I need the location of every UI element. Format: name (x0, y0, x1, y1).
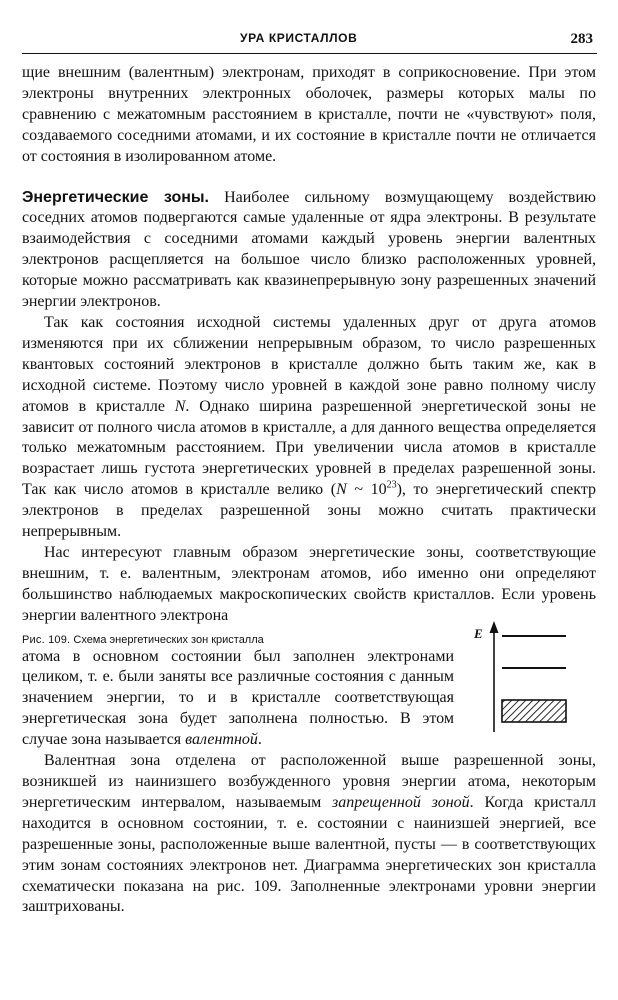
figure-109 (468, 616, 596, 734)
paragraph-1-text: щие внешним (валентным) электронам, приходят в соприкосновение. При этом электроны внутренних электронных оболочек, размеры которых малы по сравнению с межатомным расстоянием в кристалле, почти не «чувствуют» поля, создаваемого соседними атомами, и их состояние в кристалле почти не отличается от состояния в изолированном атоме. (22, 64, 596, 165)
energy-axis-label: E (474, 625, 483, 641)
paragraph-4-part1-a: Нас интересуют главным образом энергетические зоны, соответствующие внешним, т. е. валентным, электронам атомов, ибо именно они определяют большинство наблюдаемых макроскопических свойств кристаллов. Если уровень энергии валентного электрона (22, 543, 596, 624)
figure-caption-label: Рис. 109. (22, 633, 71, 646)
term-forbidden-band: запрещенной зоной (332, 793, 470, 811)
term-valence: валентной (185, 731, 258, 749)
symbol-n: N (174, 397, 186, 415)
paragraph-3 (22, 313, 596, 543)
running-head: УРА КРИСТАЛЛОВ (240, 31, 358, 45)
paragraph-2-text: Наиболее сильному возмущающему воздействию соседних атомов подвергаются самые удаленные от ядра электроны. В результате взаимодействия с соседними атомами каждый уровень энергии валентных электронов расщепляется на большое число близко расположенных уровней, которые можно рассматривать как квазинепрерывную зону разрешенных значений энергии электронов. (22, 188, 596, 311)
body-text (22, 63, 596, 918)
paragraph-5-part2: . Когда кристалл находится в основном состоянии, т. е. состоянии с наинизшей энергией, все разрешенные зоны, расположенные выше валентной, пусты — в соответствующих этим зонам состояниях электронов нет. Диаграмма энергетических зон кристалла схематически показана на рис. 109. Заполненные электронами уровни энергии заштрихованы. (22, 793, 596, 916)
paragraph-3-part2: . Однако ширина разрешенной энергетической зоны не зависит от полного числа атомов в кристалле, а для данного вещества определяется только межатомным расстоянием. При увеличении числа атомов в кристалле возрастает лишь густота энергетических уровней в пределах разрешенной зоны. Так как число атомов в кристалле велико ( (22, 397, 596, 499)
valence-band-filled (502, 700, 566, 722)
paragraph-5 (22, 751, 596, 918)
paragraph-3-part3: ), то энергетический спектр электронов в пределах разрешенной зоны можно считать практически непрерывным. (22, 481, 597, 541)
paragraph-4-part1: атома в основном состоянии был заполнен электронами целиком, т. е. были заняты все различные состояния с данным значением энергии, то и в кристалле соответствующая энергетическая зона будет заполнена полностью. В этом случае зона называется (22, 647, 454, 749)
axis-arrow-icon (490, 621, 499, 633)
paragraph-5-part1: Валентная зона отделена от расположенной выше разрешенной зоны, возникшей из наинизшего возбужденного уровня энергии атома, некоторым энергетическим интервалом, называемым (22, 752, 596, 811)
approx-value: ~ 10 (346, 481, 387, 499)
energy-band-diagram (468, 616, 596, 734)
paragraph-3-part1: Так как состояния исходной системы удаленных друг от друга атомов изменяются при их сближении непрерывным образом, то число разрешенных квантовых состояний электронов в кристалле должно быть таким же, как в исходной системе. Поэтому число уровней в каждой зоне равно полному числу атомов в кристалле (22, 313, 596, 415)
symbol-n-2: N (336, 481, 347, 499)
page-number: 283 (570, 31, 593, 47)
section-heading: Энергетические зоны. (22, 188, 209, 206)
exponent: 23 (386, 479, 397, 491)
page-header (0, 0, 618, 60)
figure-caption-text: Схема энергетических зон кристалла (70, 633, 264, 646)
paragraph-1 (22, 63, 596, 168)
paragraph-2 (22, 188, 596, 313)
paragraph-4-part2: . (257, 731, 262, 749)
header-rule (22, 53, 597, 54)
